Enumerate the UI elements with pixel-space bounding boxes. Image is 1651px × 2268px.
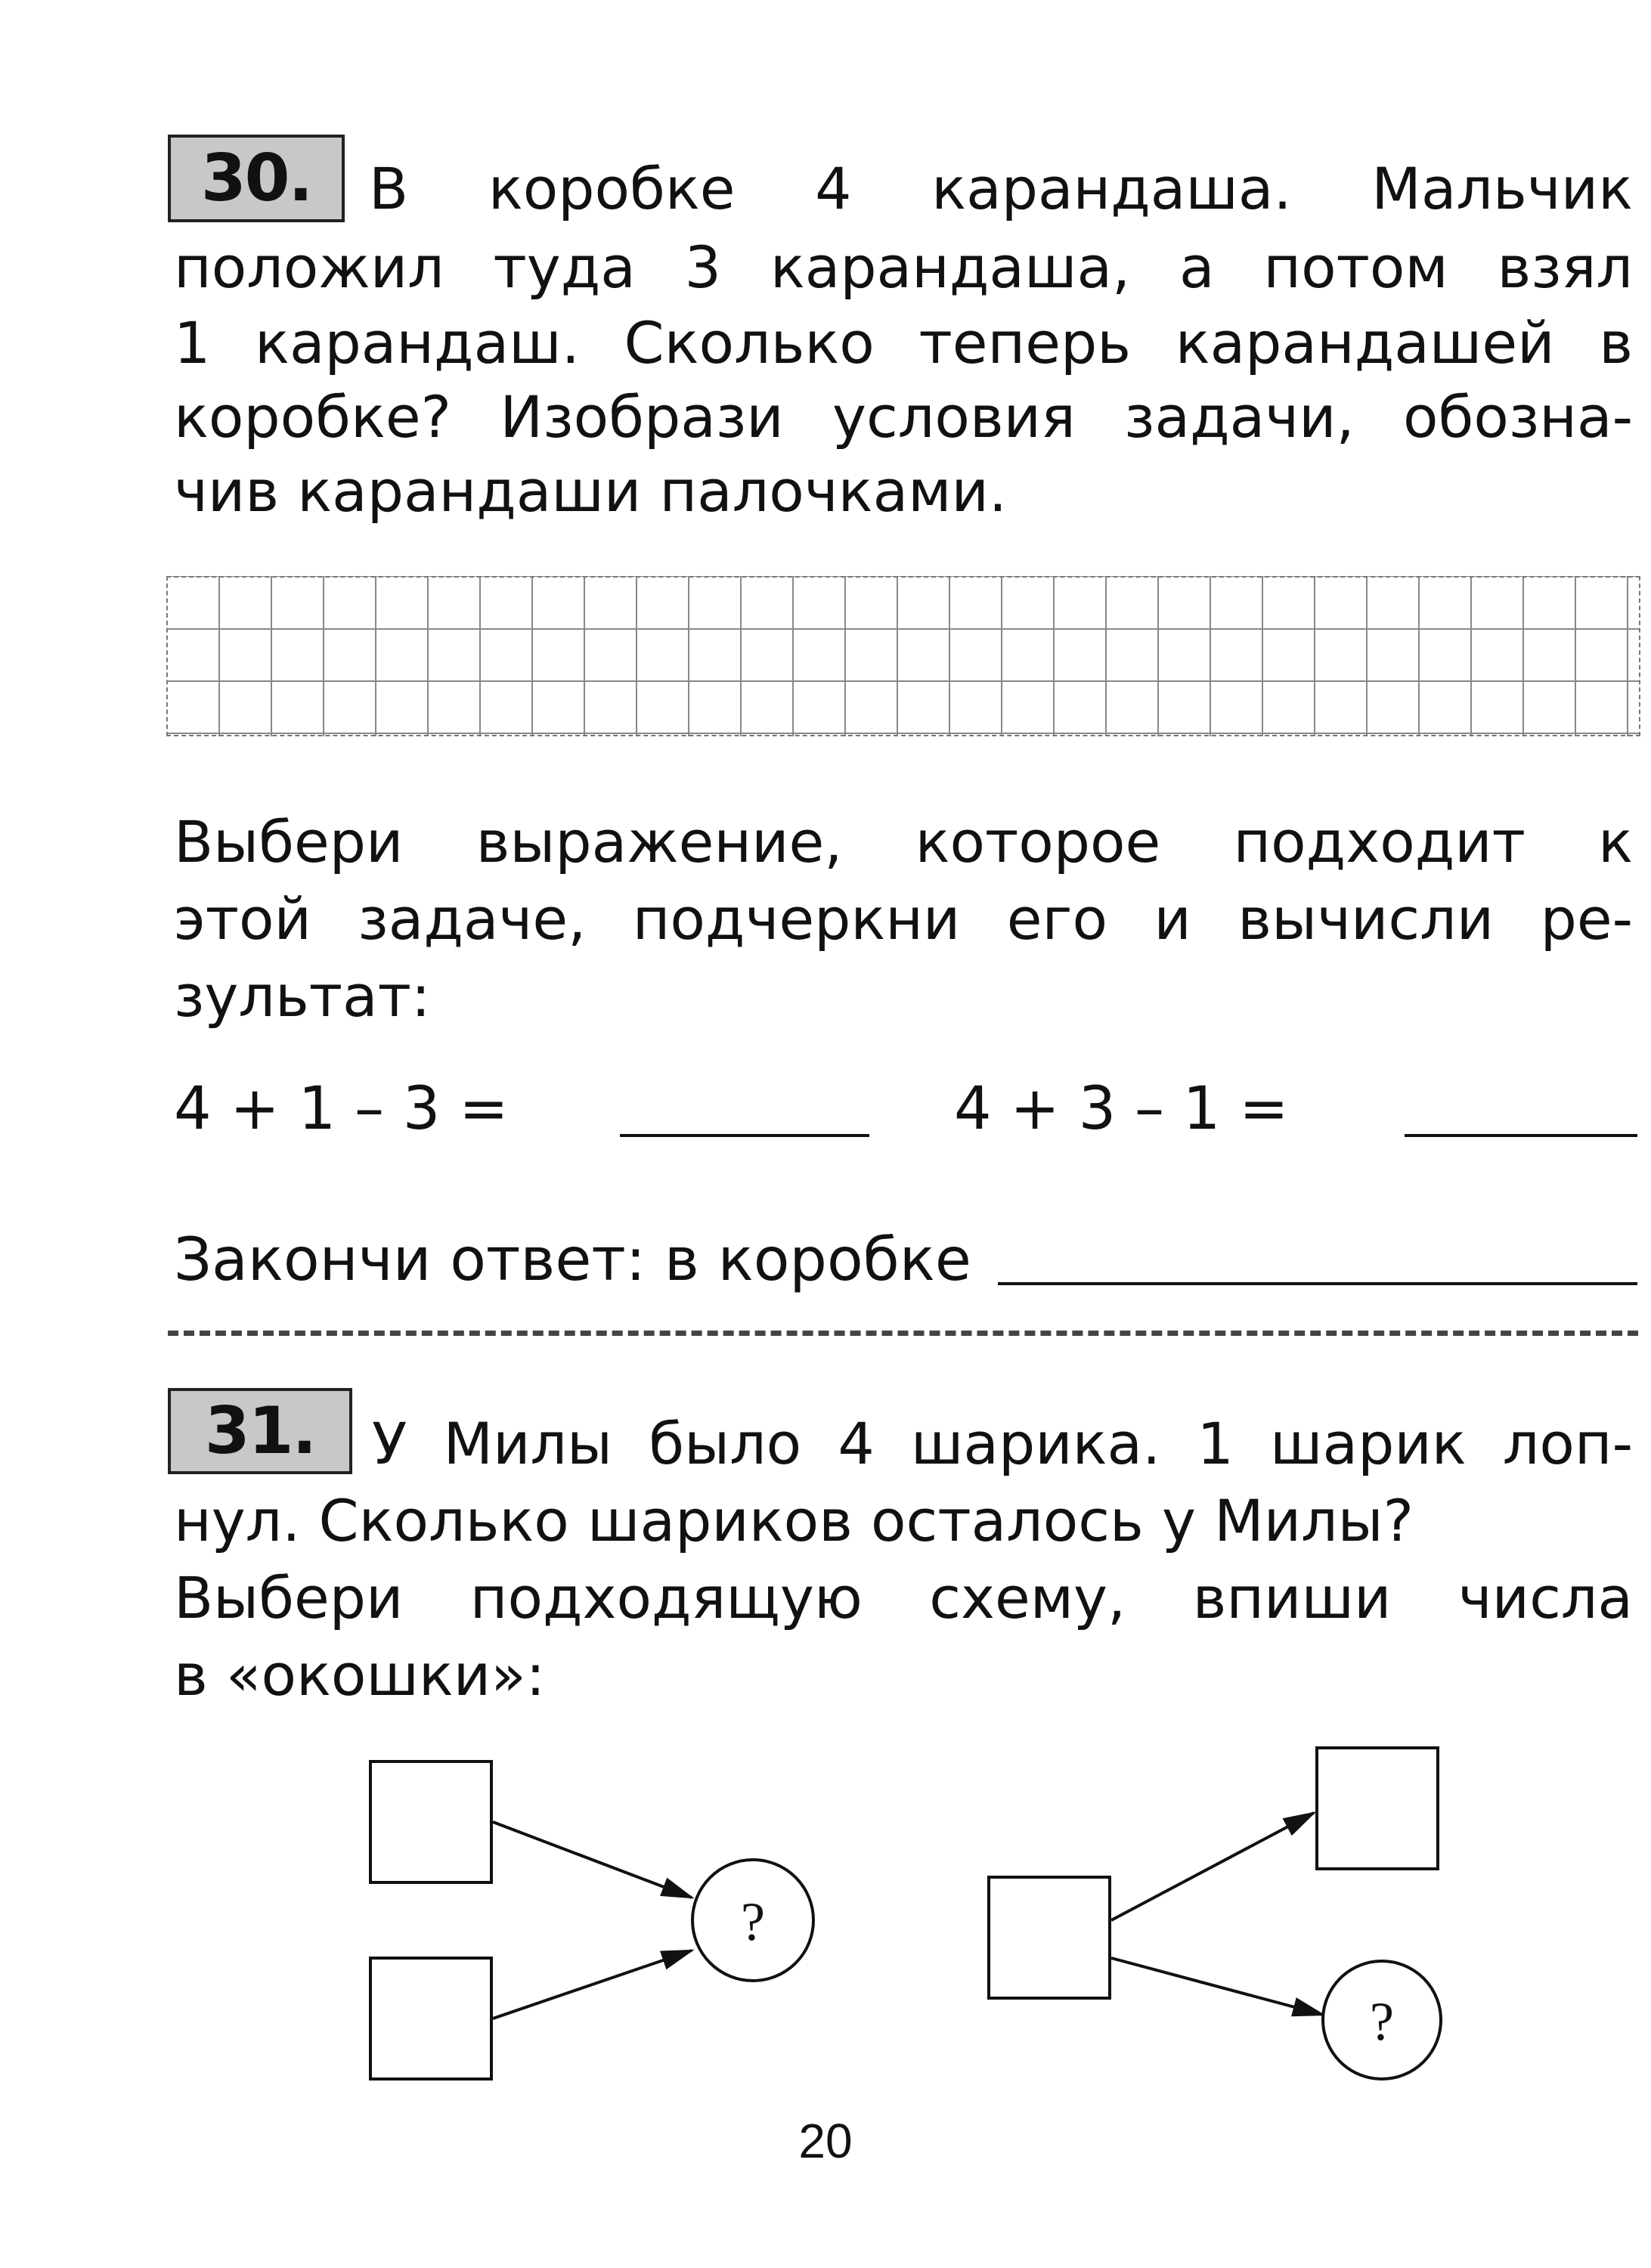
scheme-1-box-top[interactable] <box>370 1761 491 1882</box>
scheme-2-arrow-up <box>1111 1813 1314 1920</box>
task-31-text-line-1: У Милы было 4 шарика. 1 шарик лоп- <box>372 1410 1633 1477</box>
scheme-1[interactable] <box>370 1761 813 2079</box>
task-30-number-badge: 30. <box>168 135 345 222</box>
instruction-line-2: этой задаче, подчеркни его и вычисли ре- <box>174 885 1633 953</box>
task-30-text-line-1: В коробке 4 карандаша. Мальчик <box>369 155 1633 222</box>
scheme-2-box-right[interactable] <box>1317 1748 1438 1869</box>
scheme-1-box-bottom[interactable] <box>370 1958 491 2079</box>
scheme-diagrams <box>348 1731 1482 2094</box>
answer-prefix: Закончи ответ: в коробке <box>174 1226 971 1294</box>
task-31-text-line-3: Выбери подходящую схему, впиши числа <box>174 1564 1633 1631</box>
task-30-text-line-5: чив карандаши палочками. <box>174 457 1008 525</box>
answer-blank[interactable] <box>998 1282 1637 1285</box>
scheme-1-unknown-mark: ? <box>741 1892 765 1952</box>
page-number: 20 <box>798 2114 853 2168</box>
section-divider <box>168 1331 1638 1336</box>
instruction-line-3: зультат: <box>174 962 431 1030</box>
task-31-text-line-4: в «окошки»: <box>174 1641 546 1709</box>
scheme-2-box-left[interactable] <box>989 1877 1110 1998</box>
scheme-2-arrow-down <box>1111 1958 1323 2015</box>
expression-2-answer-blank[interactable] <box>1405 1134 1637 1137</box>
scheme-2-unknown-mark: ? <box>1370 1991 1394 2052</box>
scheme-1-arrow-top <box>493 1822 692 1898</box>
expression-1-answer-blank[interactable] <box>620 1134 869 1137</box>
task-30-text-line-4: коробке? Изобрази условия задачи, обозна- <box>174 383 1633 451</box>
expression-1[interactable]: 4 + 1 – 3 = <box>174 1075 509 1143</box>
task-30-text-line-2: положил туда 3 карандаша, а потом взял <box>174 234 1633 301</box>
expression-2[interactable]: 4 + 3 – 1 = <box>954 1075 1289 1143</box>
drawing-grid[interactable] <box>166 576 1640 736</box>
instruction-line-1: Выбери выражение, которое подходит к <box>174 808 1633 875</box>
task-30-text-line-3: 1 карандаш. Сколько теперь карандашей в <box>174 309 1633 376</box>
task-31-text-line-2: нул. Сколько шариков осталось у Милы? <box>174 1487 1414 1554</box>
scheme-2[interactable] <box>989 1748 1441 2079</box>
task-31-number-badge: 31. <box>168 1388 352 1474</box>
scheme-1-arrow-bottom <box>493 1950 692 2019</box>
